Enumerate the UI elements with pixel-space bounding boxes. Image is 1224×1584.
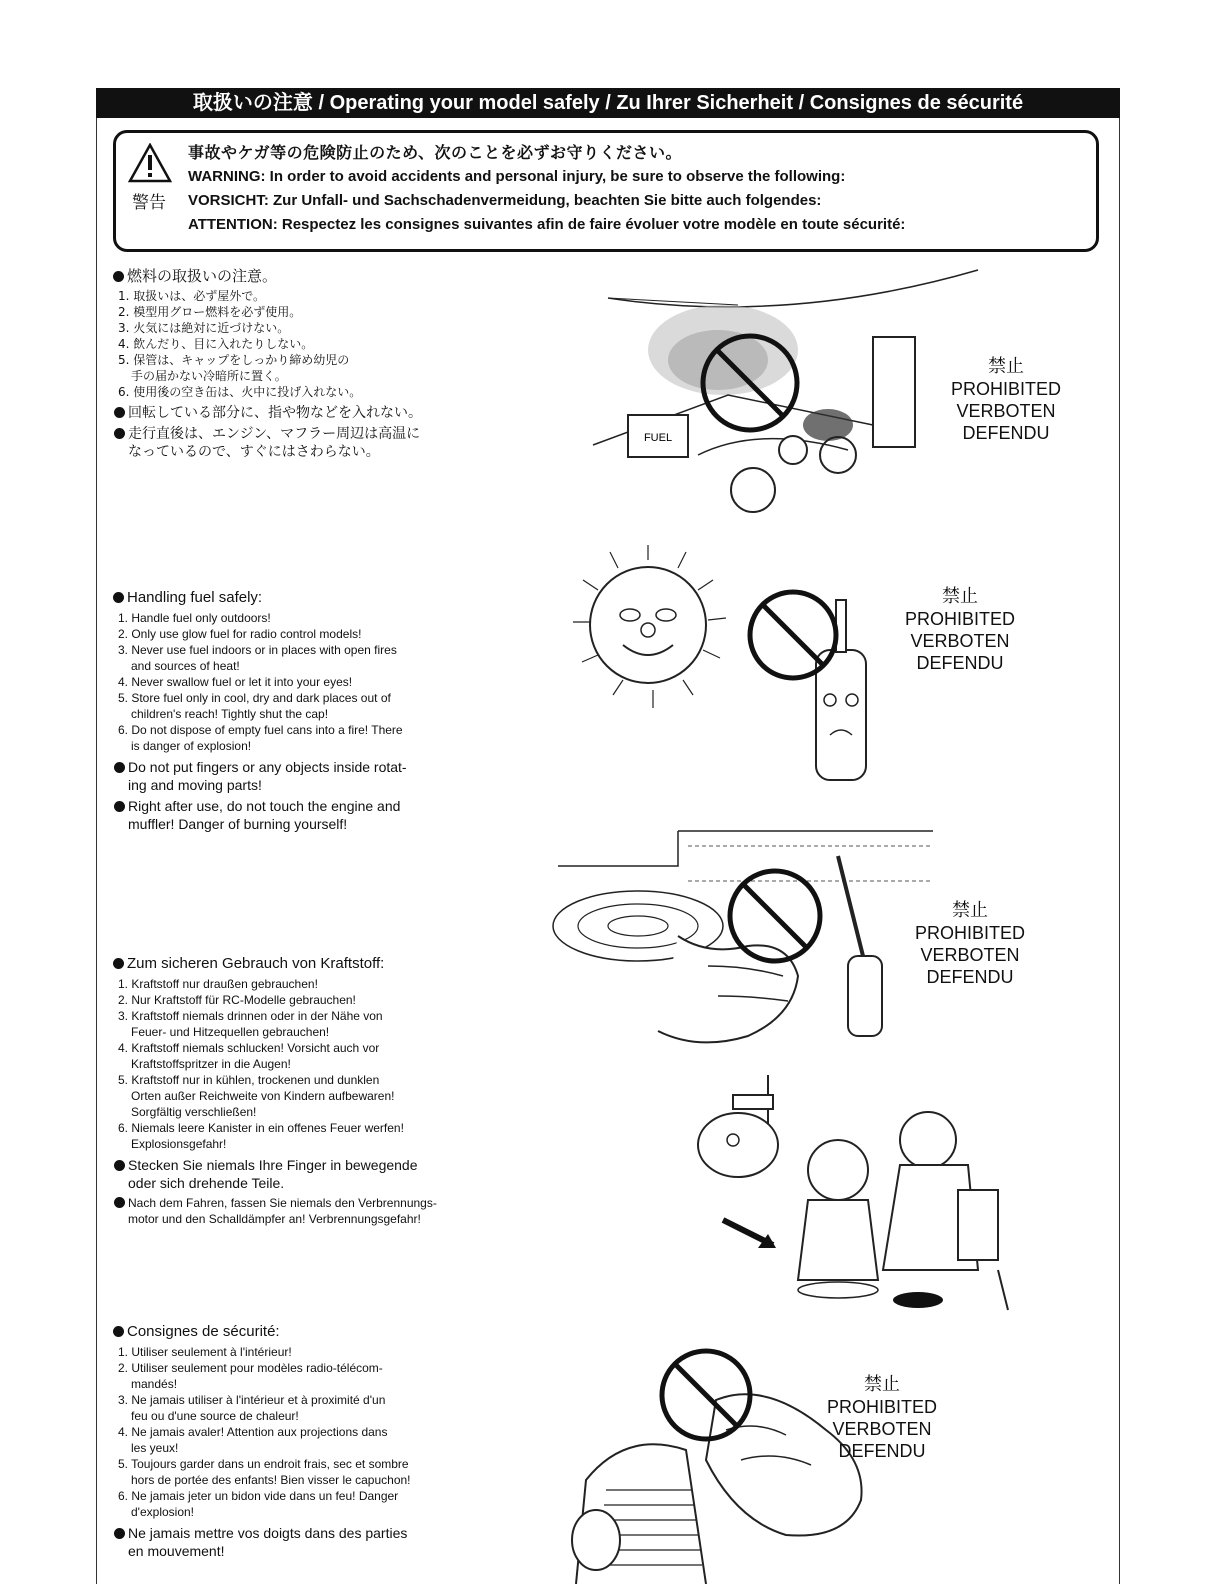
section-german: [113, 954, 473, 1227]
prohibited-label-1: 禁止 PROHIBITED VERBOTEN DEFENDU: [950, 356, 1061, 443]
list-item: 6. Ne jamais jeter un bidon vide dans un feu! Danger d'explosion!: [118, 1489, 399, 1519]
list-item: 2. Nur Kraftstoff für RC-Modelle gebrauchen!: [118, 993, 356, 1007]
fuel-can-label: FUEL: [643, 432, 673, 444]
note: Stecken Sie niemals Ihre Finger in bewegende oder sich drehende Teile.: [113, 1156, 473, 1192]
list-item: 1. Handle fuel only outdoors!: [118, 611, 271, 625]
list-item: 6. Do not dispose of empty fuel cans into a fire! There is danger of explosion!: [118, 723, 403, 753]
list-item: 3. Never use fuel indoors or in places with open fires and sources of heat!: [118, 643, 397, 673]
eye-rinse-doctor-illustration: [678, 1070, 1023, 1320]
list-item: 1. 取扱いは、必ず屋外で。: [118, 289, 266, 303]
list-item: 4. Kraftstoff niemals schlucken! Vorsicht auch vor Kraftstoffspritzer in die Augen!: [118, 1041, 380, 1071]
bullet-icon: [114, 1197, 125, 1208]
note: Ne jamais mettre vos doigts dans des parties en mouvement!: [113, 1524, 473, 1560]
section-heading: Consignes de sécurité:: [127, 1323, 280, 1340]
section-heading: Handling fuel safely:: [127, 589, 263, 606]
bullet-icon: [113, 958, 124, 969]
bullet-icon: [114, 428, 125, 439]
section-japanese: [113, 266, 473, 461]
item-list: [113, 288, 473, 400]
warning-line-de: VORSICHT: Zur Unfall- und Sachschadenvermeidung, beachten Sie bitte auch folgendes:: [188, 192, 822, 209]
prohibited-label-4: 禁止 PROHIBITED VERBOTEN DEFENDU: [826, 1374, 937, 1461]
section-english: [113, 588, 473, 833]
section-heading: 燃料の取扱いの注意。: [127, 267, 278, 285]
item-list: [113, 610, 473, 754]
list-item: 5. Kraftstoff nur in kühlen, trockenen und dunklen Orten außer Reichweite von Kindern aufbewaren! Sorgfältig verschließen!: [118, 1073, 395, 1119]
warning-line-jp: 事故やケガ等の危険防止のため、次のことを必ずお守りください。: [188, 143, 683, 162]
bullet-icon: [114, 407, 125, 418]
sun-heat-illustration: [568, 540, 908, 790]
list-item: 4. 飲んだり、目に入れたりしない。: [118, 337, 314, 351]
note: Nach dem Fahren, fassen Sie niemals den Verbrennungs- motor und den Schalldämpfer an! Verbrennungsgefahr!: [113, 1195, 473, 1227]
note: 走行直後は、エンジン、マフラー周辺は高温に なっているので、すぐにはさわらない。: [113, 425, 473, 461]
list-item: 2. 模型用グロー燃料を必ず使用。: [118, 305, 302, 319]
list-item: 5. 保管は、キャップをしっかり締め幼児の 手の届かない冷暗所に置く。: [118, 353, 350, 383]
rotating-parts-illustration: [548, 826, 943, 1056]
prohibited-label-2: 禁止 PROHIBITED VERBOTEN DEFENDU: [904, 586, 1015, 673]
item-list: [113, 976, 473, 1152]
list-item: 1. Kraftstoff nur draußen gebrauchen!: [118, 977, 318, 991]
list-item: 4. Ne jamais avaler! Attention aux projections dans les yeux!: [118, 1425, 388, 1455]
note: 回転している部分に、指や物などを入れない。: [113, 404, 473, 422]
item-list: [113, 1344, 473, 1520]
bullet-icon: [114, 762, 125, 773]
bullet-icon: [113, 271, 124, 282]
list-item: 6. 使用後の空き缶は、火中に投げ入れない。: [118, 385, 362, 399]
list-item: 2. Only use glow fuel for radio control models!: [118, 627, 362, 641]
list-item: 3. Kraftstoff niemals drinnen oder in der Nähe von Feuer- und Hitzequellen gebrauchen!: [118, 1009, 383, 1039]
bullet-icon: [114, 1528, 125, 1539]
warning-triangle-icon: [128, 143, 172, 183]
list-item: 2. Utiliser seulement pour modèles radio-télécom- mandés!: [118, 1361, 383, 1391]
list-item: 6. Niemals leere Kanister in ein offenes Feuer werfen! Explosionsgefahr!: [118, 1121, 404, 1151]
note: Do not put fingers or any objects inside rotat- ing and moving parts!: [113, 758, 473, 794]
bullet-icon: [113, 592, 124, 603]
section-french: [113, 1322, 473, 1560]
warning-label: 警告: [132, 193, 166, 213]
list-item: 5. Toujours garder dans un endroit frais, sec et sombre hors de portée des enfants! Bien visser le capuchon!: [118, 1457, 411, 1487]
page-title: 取扱いの注意 / Operating your model safely / Zu Ihrer Sicherheit / Consignes de sécurité: [96, 88, 1120, 118]
list-item: 5. Store fuel only in cool, dry and dark places out of children's reach! Tightly shut the cap!: [118, 691, 391, 721]
prohibited-label-3: 禁止 PROHIBITED VERBOTEN DEFENDU: [914, 900, 1025, 987]
bullet-icon: [113, 1326, 124, 1337]
note: Right after use, do not touch the engine and muffler! Danger of burning yourself!: [113, 797, 473, 833]
warning-line-fr: ATTENTION: Respectez les consignes suivantes afin de faire évoluer votre modèle en toute sécurité:: [188, 216, 906, 233]
section-heading: Zum sicheren Gebrauch von Kraftstoff:: [127, 955, 385, 972]
warning-line-en: WARNING: In order to avoid accidents and personal injury, be sure to observe the following:: [188, 168, 846, 185]
list-item: 3. Ne jamais utiliser à l'intérieur et à proximité d'un feu ou d'une source de chaleur!: [118, 1393, 386, 1423]
bullet-icon: [114, 801, 125, 812]
warning-box: [113, 130, 1099, 252]
list-item: 1. Utiliser seulement à l'intérieur!: [118, 1345, 292, 1359]
indoor-fuel-illustration: [588, 265, 988, 520]
warning-lines: [188, 141, 905, 237]
list-item: 4. Never swallow fuel or let it into your eyes!: [118, 675, 353, 689]
bullet-icon: [114, 1160, 125, 1171]
list-item: 3. 火気には絶対に近づけない。: [118, 321, 290, 335]
